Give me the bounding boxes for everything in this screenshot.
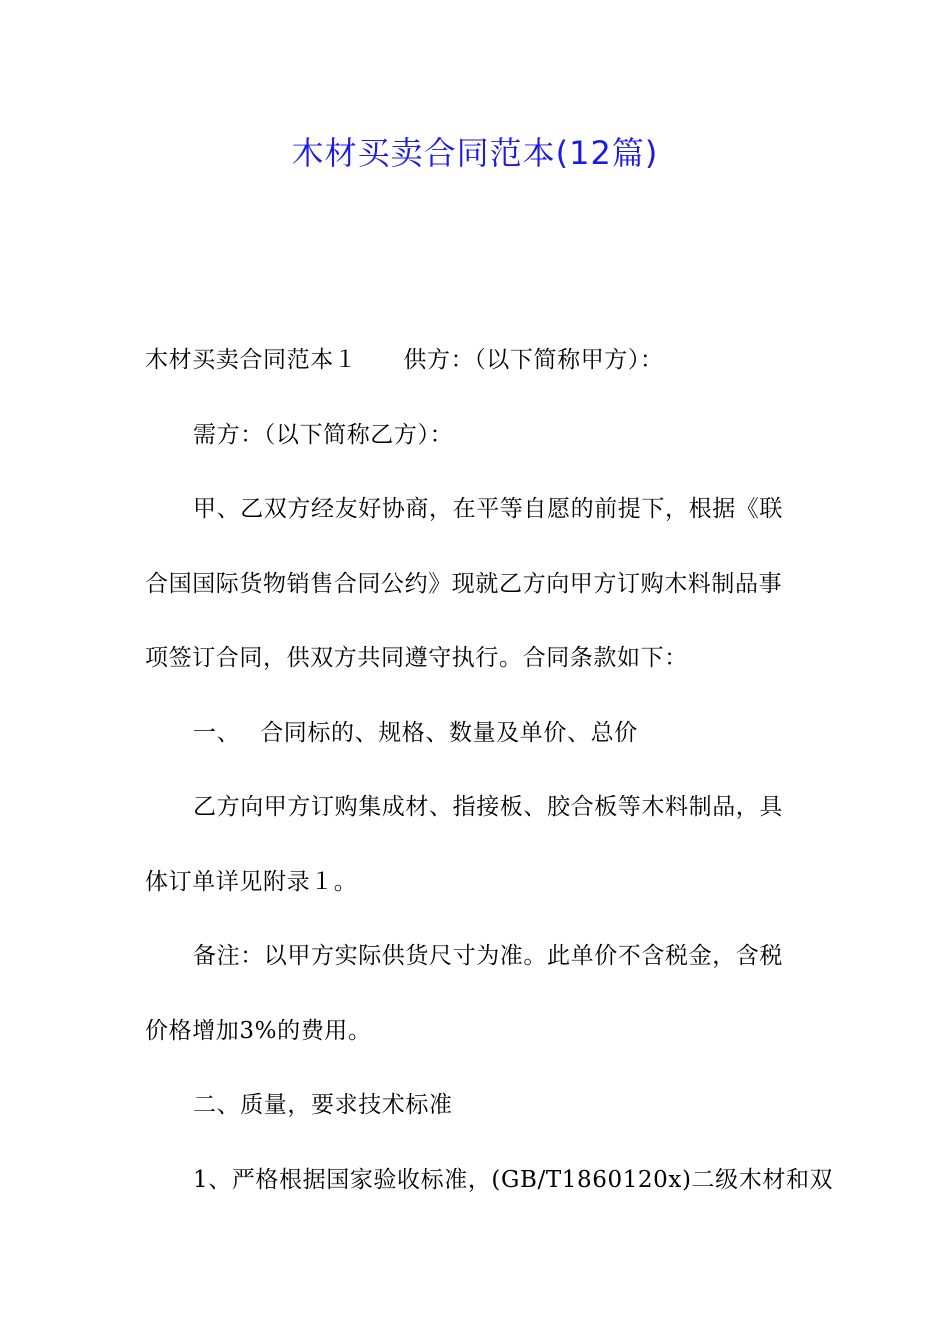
paragraph-line: 1、严格根据国家验收标准，(GB/T1860120x)二级木材和双	[193, 1166, 834, 1193]
paragraph-line: 需方：（以下简称乙方）：	[193, 421, 454, 448]
paragraph-line: 甲、乙双方经友好协商，在平等自愿的前提下，根据《联	[193, 496, 783, 522]
paragraph-line	[145, 340, 810, 415]
paragraph-line: 项签订合同，供双方共同遵守执行。合同条款如下：	[145, 645, 688, 671]
paragraph-line: 体订单详见附录１。	[145, 868, 358, 895]
paragraph-line: 乙方向甲方订购集成材、指接板、胶合板等木料制品，具	[193, 794, 783, 820]
paragraph-line: 价格增加3%的费用。	[145, 1017, 372, 1044]
paragraph-line	[145, 713, 810, 788]
paragraph-line: 备注：以甲方实际供货尺寸为准。此单价不含税金，含税	[193, 943, 783, 969]
section-heading: 合同标的、规格、数量及单价、总价	[260, 719, 638, 746]
paragraph-line: 合国国际货物销售合同公约》现就乙方向甲方订购木料制品事	[145, 570, 783, 597]
section-heading: 二、质量，要求技术标准	[193, 1092, 453, 1118]
section-number: 一、	[193, 719, 241, 746]
supplier-label: 供方：（以下简称甲方）：	[403, 347, 664, 373]
document-title: 木材买卖合同范本(12篇)	[291, 134, 659, 172]
contract-heading: 木材买卖合同范本１	[145, 347, 358, 373]
document-body	[145, 340, 834, 1234]
